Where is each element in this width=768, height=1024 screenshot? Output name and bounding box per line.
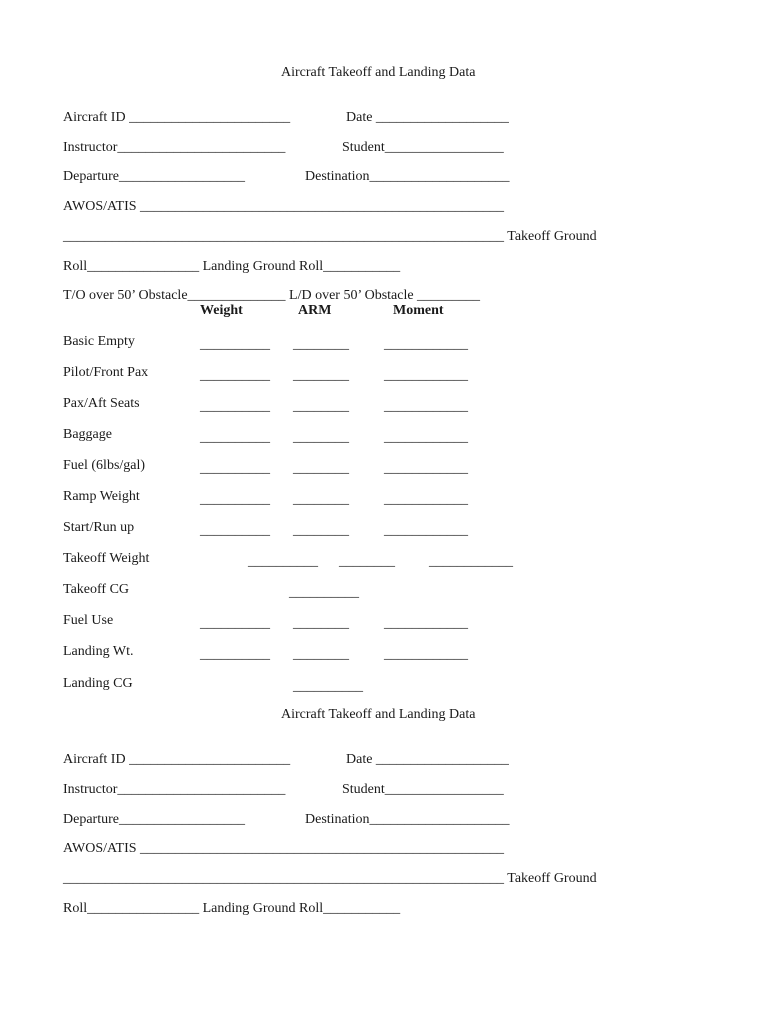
ramp-weight-weight-field[interactable]: __________ <box>200 492 270 507</box>
row-label-start-run-up: Start/Run up <box>63 520 135 535</box>
baggage-arm-field[interactable]: ________ <box>293 430 349 445</box>
landing-cg-field[interactable]: __________ <box>293 679 363 694</box>
baggage-weight-field[interactable]: __________ <box>200 430 270 445</box>
row-label-takeoff-weight: Takeoff Weight <box>63 551 150 566</box>
basic-empty-arm-field[interactable]: ________ <box>293 337 349 352</box>
fuel-use-weight-field[interactable]: __________ <box>200 616 270 631</box>
baggage-moment-field[interactable]: ____________ <box>384 430 468 445</box>
form2-departure-field[interactable]: Departure__________________ <box>63 812 245 827</box>
form2-date-field[interactable]: Date ___________________ <box>346 752 509 767</box>
weight-column-header: Weight <box>200 303 243 318</box>
row-label-baggage: Baggage <box>63 427 112 442</box>
row-label-takeoff-cg: Takeoff CG <box>63 582 130 597</box>
fuel-arm-field[interactable]: ________ <box>293 461 349 476</box>
row-label-fuel: Fuel (6lbs/gal) <box>63 458 146 473</box>
fuel-use-arm-field[interactable]: ________ <box>293 616 349 631</box>
row-label-fuel-use: Fuel Use <box>63 613 114 628</box>
takeoff-weight-moment-field[interactable]: ____________ <box>429 554 513 569</box>
pax-aft-seats-weight-field[interactable]: __________ <box>200 399 270 414</box>
form2-student-field[interactable]: Student_________________ <box>342 782 504 797</box>
form1-aircraft-id-field[interactable]: Aircraft ID _______________________ <box>63 110 291 125</box>
form1-roll-line[interactable]: Roll________________ Landing Ground Roll___________ <box>63 259 401 274</box>
landing-wt-moment-field[interactable]: ____________ <box>384 647 468 662</box>
form1-takeoff-ground-line[interactable]: _______________________________________________________________ Takeoff Ground <box>63 229 597 244</box>
row-label-ramp-weight: Ramp Weight <box>63 489 140 504</box>
landing-wt-arm-field[interactable]: ________ <box>293 647 349 662</box>
start-run-up-arm-field[interactable]: ________ <box>293 523 349 538</box>
fuel-use-moment-field[interactable]: ____________ <box>384 616 468 631</box>
form1-date-field[interactable]: Date ___________________ <box>346 110 509 125</box>
pax-aft-seats-moment-field[interactable]: ____________ <box>384 399 468 414</box>
form2-takeoff-ground-line[interactable]: _______________________________________________________________ Takeoff Ground <box>63 871 597 886</box>
form1-departure-field[interactable]: Departure__________________ <box>63 169 245 184</box>
start-run-up-moment-field[interactable]: ____________ <box>384 523 468 538</box>
form1-awos-atis-field[interactable]: AWOS/ATIS ____________________________________________________ <box>63 199 505 214</box>
fuel-weight-field[interactable]: __________ <box>200 461 270 476</box>
pilot-front-pax-moment-field[interactable]: ____________ <box>384 368 468 383</box>
fuel-moment-field[interactable]: ____________ <box>384 461 468 476</box>
landing-wt-weight-field[interactable]: __________ <box>200 647 270 662</box>
form1-destination-field[interactable]: Destination____________________ <box>305 169 510 184</box>
ramp-weight-moment-field[interactable]: ____________ <box>384 492 468 507</box>
row-label-pax-aft-seats: Pax/Aft Seats <box>63 396 140 411</box>
takeoff-weight-arm-field[interactable]: ________ <box>339 554 395 569</box>
pax-aft-seats-arm-field[interactable]: ________ <box>293 399 349 414</box>
row-label-landing-cg: Landing CG <box>63 676 133 691</box>
form2-instructor-field[interactable]: Instructor________________________ <box>63 782 286 797</box>
basic-empty-weight-field[interactable]: __________ <box>200 337 270 352</box>
form1-student-field[interactable]: Student_________________ <box>342 140 504 155</box>
moment-column-header: Moment <box>393 303 444 318</box>
form2-title: Aircraft Takeoff and Landing Data <box>281 707 476 722</box>
form2-destination-field[interactable]: Destination____________________ <box>305 812 510 827</box>
pilot-front-pax-weight-field[interactable]: __________ <box>200 368 270 383</box>
ramp-weight-arm-field[interactable]: ________ <box>293 492 349 507</box>
start-run-up-weight-field[interactable]: __________ <box>200 523 270 538</box>
pilot-front-pax-arm-field[interactable]: ________ <box>293 368 349 383</box>
form2-aircraft-id-field[interactable]: Aircraft ID _______________________ <box>63 752 291 767</box>
takeoff-cg-field[interactable]: __________ <box>289 585 359 600</box>
form2-awos-atis-field[interactable]: AWOS/ATIS ____________________________________________________ <box>63 841 505 856</box>
arm-column-header: ARM <box>298 303 332 318</box>
form1-title: Aircraft Takeoff and Landing Data <box>281 65 476 80</box>
row-label-pilot-front-pax: Pilot/Front Pax <box>63 365 149 380</box>
row-label-landing-wt: Landing Wt. <box>63 644 134 659</box>
form2-roll-line[interactable]: Roll________________ Landing Ground Roll___________ <box>63 901 401 916</box>
form1-obstacle-line[interactable]: T/O over 50’ Obstacle______________ L/D over 50’ Obstacle _________ <box>63 288 481 303</box>
basic-empty-moment-field[interactable]: ____________ <box>384 337 468 352</box>
row-label-basic-empty: Basic Empty <box>63 334 135 349</box>
form1-instructor-field[interactable]: Instructor________________________ <box>63 140 286 155</box>
takeoff-weight-weight-field[interactable]: __________ <box>248 554 318 569</box>
